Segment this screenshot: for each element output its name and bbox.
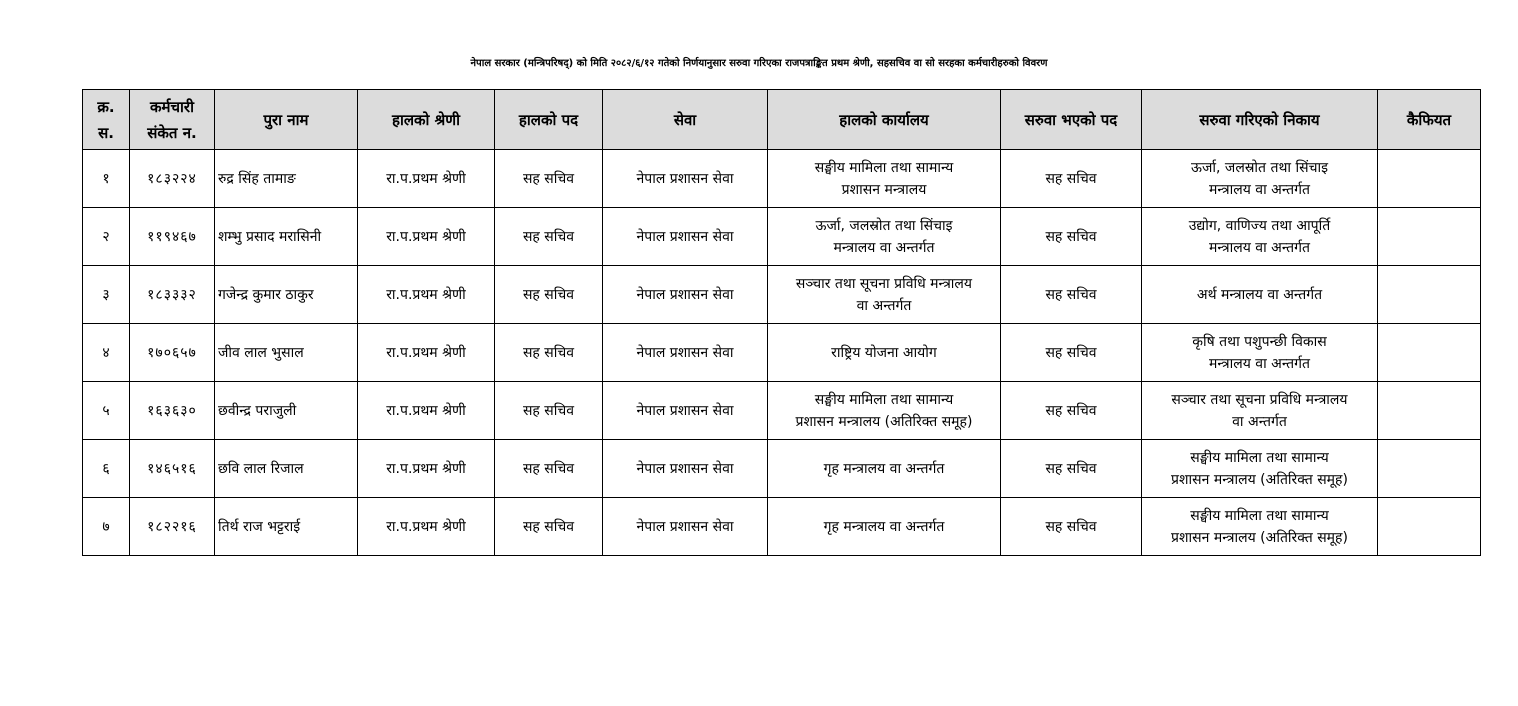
transferred-office-cell-line: सञ्चार तथा सूचना प्रविधि मन्त्रालय bbox=[1171, 391, 1348, 408]
current-office-cell bbox=[768, 266, 1001, 324]
remarks-cell bbox=[1378, 150, 1481, 208]
transferred-office-cell bbox=[1142, 498, 1378, 556]
current-office-cell-line: गृह मन्त्रालय वा अन्तर्गत bbox=[823, 460, 945, 477]
current-office-cell bbox=[768, 440, 1001, 498]
service-cell: नेपाल प्रशासन सेवा bbox=[603, 266, 768, 324]
current-office-cell-line: गृह मन्त्रालय वा अन्तर्गत bbox=[823, 518, 945, 535]
table-body bbox=[83, 150, 1481, 556]
transferred-office-cell bbox=[1142, 150, 1378, 208]
table-row bbox=[83, 324, 1481, 382]
serial-number-cell: १ bbox=[83, 150, 130, 208]
transferred-office-cell-line: मन्त्रालय वा अन्तर्गत bbox=[1208, 355, 1311, 372]
current-class-cell: रा.प.प्रथम श्रेणी bbox=[358, 498, 495, 556]
service-cell: नेपाल प्रशासन सेवा bbox=[603, 150, 768, 208]
full-name-cell: छवीन्द्र पराजुली bbox=[215, 382, 358, 440]
remarks-cell bbox=[1378, 324, 1481, 382]
header-transferred-post: सरुवा भएको पद bbox=[1001, 90, 1142, 150]
current-office-cell bbox=[768, 150, 1001, 208]
current-office-cell bbox=[768, 208, 1001, 266]
transferred-office-cell-line: प्रशासन मन्त्रालय (अतिरिक्त समूह) bbox=[1171, 471, 1348, 488]
current-post-cell: सह सचिव bbox=[495, 440, 603, 498]
document-title: नेपाल सरकार (मन्त्रिपरिषद्) को मिति २०८२/६/१२ गतेको निर्णयानुसार सरुवा गरिएका राजपत्राङ्कित प्रथम श्रेणी, सहसचिव वा सो सरहका कर्मचारीहरुको विवरण bbox=[470, 58, 1048, 69]
full-name-cell: जीव लाल भुसाल bbox=[215, 324, 358, 382]
transferred-office-cell bbox=[1142, 324, 1378, 382]
current-class-cell: रा.प.प्रथम श्रेणी bbox=[358, 150, 495, 208]
serial-number-cell: ५ bbox=[83, 382, 130, 440]
current-post-cell: सह सचिव bbox=[495, 208, 603, 266]
current-office-cell-line: वा अन्तर्गत bbox=[856, 297, 912, 314]
current-class-cell: रा.प.प्रथम श्रेणी bbox=[358, 266, 495, 324]
employee-code-cell: १७०६५७ bbox=[130, 324, 215, 382]
header-employee-code bbox=[130, 90, 215, 150]
transferred-post-cell: सह सचिव bbox=[1001, 382, 1142, 440]
current-office-cell-line: सङ्घीय मामिला तथा सामान्य bbox=[814, 391, 954, 408]
table-row bbox=[83, 208, 1481, 266]
remarks-cell bbox=[1378, 208, 1481, 266]
full-name-cell: रुद्र सिंह तामाङ bbox=[215, 150, 358, 208]
transferred-post-cell: सह सचिव bbox=[1001, 440, 1142, 498]
service-cell: नेपाल प्रशासन सेवा bbox=[603, 208, 768, 266]
current-post-cell: सह सचिव bbox=[495, 498, 603, 556]
header-employee-code-line: संकेत न. bbox=[147, 123, 197, 142]
current-office-cell bbox=[768, 498, 1001, 556]
table-row bbox=[83, 440, 1481, 498]
remarks-cell bbox=[1378, 440, 1481, 498]
table-row bbox=[83, 266, 1481, 324]
current-post-cell: सह सचिव bbox=[495, 266, 603, 324]
serial-number-cell: ७ bbox=[83, 498, 130, 556]
header-remarks: कैफियत bbox=[1378, 90, 1481, 150]
current-office-cell-line: राष्ट्रिय योजना आयोग bbox=[831, 344, 937, 361]
serial-number-cell: ४ bbox=[83, 324, 130, 382]
transferred-office-cell-line: मन्त्रालय वा अन्तर्गत bbox=[1208, 181, 1311, 198]
transferred-office-cell-line: प्रशासन मन्त्रालय (अतिरिक्त समूह) bbox=[1171, 529, 1348, 546]
header-current-class: हालको श्रेणी bbox=[358, 90, 495, 150]
employee-code-cell: १८२२१६ bbox=[130, 498, 215, 556]
transferred-office-cell-line: सङ्घीय मामिला तथा सामान्य bbox=[1190, 449, 1329, 466]
serial-number-cell: २ bbox=[83, 208, 130, 266]
header-row bbox=[83, 90, 1481, 150]
header-service: सेवा bbox=[603, 90, 768, 150]
current-office-cell bbox=[768, 324, 1001, 382]
current-post-cell: सह सचिव bbox=[495, 382, 603, 440]
serial-number-cell: ३ bbox=[83, 266, 130, 324]
transferred-office-cell bbox=[1142, 382, 1378, 440]
current-class-cell: रा.प.प्रथम श्रेणी bbox=[358, 440, 495, 498]
transferred-post-cell: सह सचिव bbox=[1001, 324, 1142, 382]
header-serial-number bbox=[83, 90, 130, 150]
remarks-cell bbox=[1378, 382, 1481, 440]
transferred-office-cell bbox=[1142, 266, 1378, 324]
current-office-cell-line: मन्त्रालय वा अन्तर्गत bbox=[833, 239, 935, 256]
full-name-cell: शम्भु प्रसाद मरासिनी bbox=[215, 208, 358, 266]
employee-code-cell: ११९४६७ bbox=[130, 208, 215, 266]
transferred-post-cell: सह सचिव bbox=[1001, 150, 1142, 208]
current-post-cell: सह सचिव bbox=[495, 150, 603, 208]
header-serial-number-line: क्र. bbox=[97, 97, 115, 116]
transferred-post-cell: सह सचिव bbox=[1001, 498, 1142, 556]
service-cell: नेपाल प्रशासन सेवा bbox=[603, 498, 768, 556]
employee-code-cell: १८३३३२ bbox=[130, 266, 215, 324]
header-current-post: हालको पद bbox=[495, 90, 603, 150]
current-office-cell-line: सञ्चार तथा सूचना प्रविधि मन्त्रालय bbox=[795, 275, 973, 292]
remarks-cell bbox=[1378, 498, 1481, 556]
serial-number-cell: ६ bbox=[83, 440, 130, 498]
current-office-cell-line: ऊर्जा, जलस्रोत तथा सिंचाइ bbox=[815, 217, 953, 234]
transferred-office-cell-line: मन्त्रालय वा अन्तर्गत bbox=[1208, 239, 1311, 256]
current-post-cell: सह सचिव bbox=[495, 324, 603, 382]
transferred-office-cell-line: उद्योग, वाणिज्य तथा आपूर्ति bbox=[1188, 217, 1331, 234]
full-name-cell: तिर्थ राज भट्टराई bbox=[215, 498, 358, 556]
employee-code-cell: १४६५१६ bbox=[130, 440, 215, 498]
service-cell: नेपाल प्रशासन सेवा bbox=[603, 440, 768, 498]
transferred-office-cell-line: सङ्घीय मामिला तथा सामान्य bbox=[1190, 507, 1329, 524]
current-office-cell-line: प्रशासन मन्त्रालय bbox=[841, 181, 927, 198]
full-name-cell: छवि लाल रिजाल bbox=[215, 440, 358, 498]
current-class-cell: रा.प.प्रथम श्रेणी bbox=[358, 382, 495, 440]
transferred-office-cell-line: कृषि तथा पशुपन्छी विकास bbox=[1192, 333, 1327, 350]
table-row bbox=[83, 150, 1481, 208]
service-cell: नेपाल प्रशासन सेवा bbox=[603, 382, 768, 440]
header-current-office: हालको कार्यालय bbox=[768, 90, 1001, 150]
header-transferred-office: सरुवा गरिएको निकाय bbox=[1142, 90, 1378, 150]
remarks-cell bbox=[1378, 266, 1481, 324]
transferred-office-cell-line: ऊर्जा, जलस्रोत तथा सिंचाइ bbox=[1191, 159, 1328, 176]
transferred-office-cell bbox=[1142, 440, 1378, 498]
transferred-office-cell-line: वा अन्तर्गत bbox=[1232, 413, 1287, 430]
full-name-cell: गजेन्द्र कुमार ठाकुर bbox=[215, 266, 358, 324]
table-row bbox=[83, 498, 1481, 556]
current-office-cell-line: सङ्घीय मामिला तथा सामान्य bbox=[814, 159, 954, 176]
current-class-cell: रा.प.प्रथम श्रेणी bbox=[358, 208, 495, 266]
header-serial-number-line: स. bbox=[98, 123, 114, 142]
employee-code-cell: १६३६३० bbox=[130, 382, 215, 440]
transferred-post-cell: सह सचिव bbox=[1001, 208, 1142, 266]
header-full-name: पुरा नाम bbox=[215, 90, 358, 150]
current-class-cell: रा.प.प्रथम श्रेणी bbox=[358, 324, 495, 382]
transferred-office-cell-line: अर्थ मन्त्रालय वा अन्तर्गत bbox=[1196, 286, 1323, 303]
transferred-office-cell bbox=[1142, 208, 1378, 266]
header-employee-code-line: कर्मचारी bbox=[150, 97, 194, 116]
current-office-cell-line: प्रशासन मन्त्रालय (अतिरिक्त समूह) bbox=[795, 413, 973, 430]
current-office-cell bbox=[768, 382, 1001, 440]
transferred-post-cell: सह सचिव bbox=[1001, 266, 1142, 324]
transfer-table bbox=[82, 89, 1481, 556]
service-cell: नेपाल प्रशासन सेवा bbox=[603, 324, 768, 382]
table-header bbox=[83, 90, 1481, 150]
table-row bbox=[83, 382, 1481, 440]
employee-code-cell: १८३२२४ bbox=[130, 150, 215, 208]
